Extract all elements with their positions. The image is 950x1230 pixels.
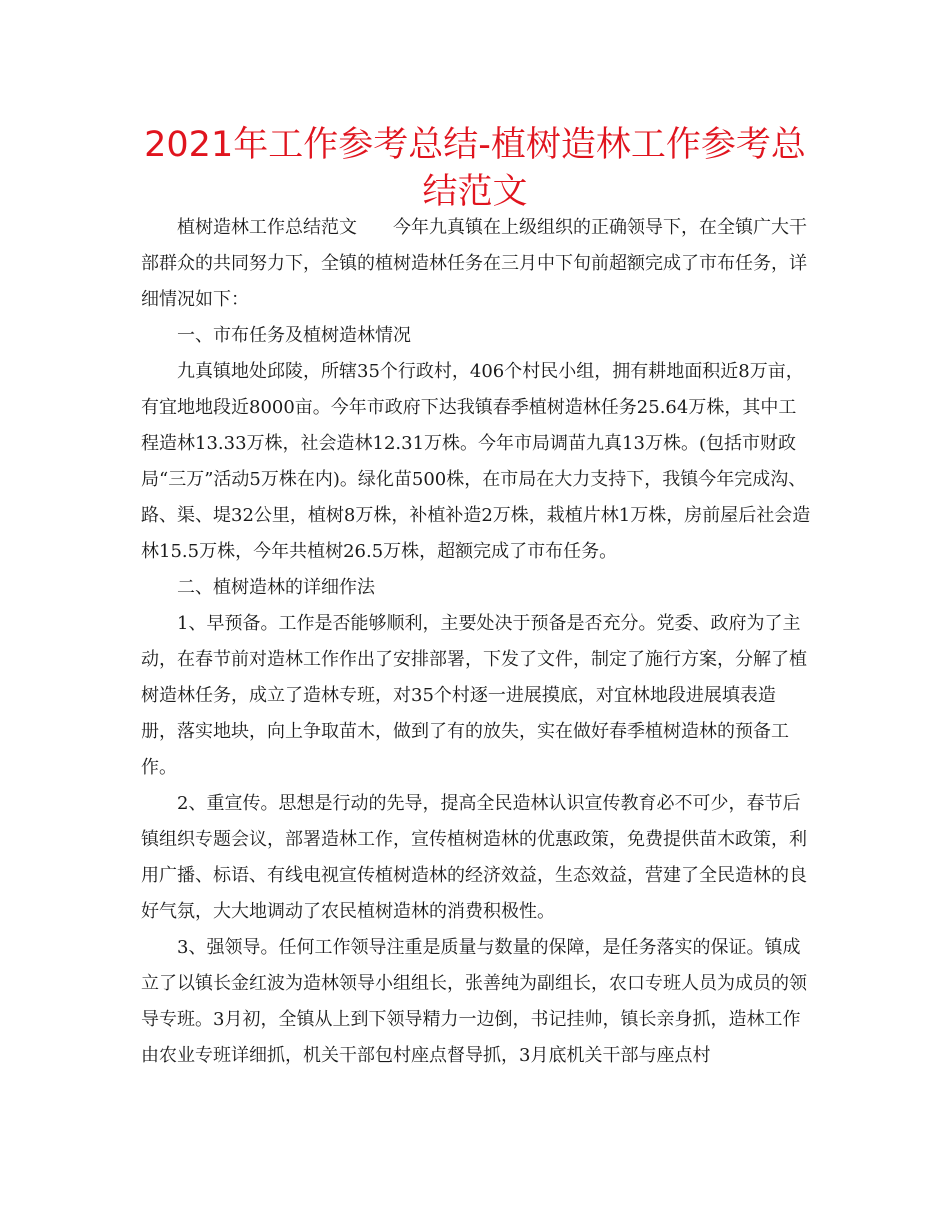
intro-paragraph [141, 210, 811, 318]
intro-heading: 植树造林工作总结范文 [177, 217, 357, 238]
section-heading-2: 二、植树造林的详细作法 [177, 577, 375, 598]
paragraph-early-preparation: 1、早预备。工作是否能够顺利，主要处决于预备是否充分。党委、政府为了主动，在春节前对造林工作作出了安排部署，下发了文件，制定了施行方案，分解了植树造林任务，成立了造林专班，对35个村逐一进展摸底，对宜林地段进展填表造册，落实地块，向上争取苗木，做到了有的放失，实在做好春季植树造林的预备工作。 [141, 613, 807, 778]
document-body [141, 210, 811, 1074]
section-heading-1: 一、市布任务及植树造林情况 [177, 325, 411, 346]
document-title: 2021年工作参考总结-植树造林工作参考总结范文 [144, 125, 806, 212]
intro-text: 今年九真镇在上级组织的正确领导下，在全镇广大干部群众的共同努力下，全镇的植树造林任务在三月中下旬前超额完成了市布任务，详细情况如下： [141, 217, 807, 310]
paragraph-publicity: 2、重宣传。思想是行动的先导，提高全民造林认识宣传教育必不可少，春节后镇组织专题会议，部署造林工作，宣传植树造林的优惠政策，免费提供苗木政策，利用广播、标语、有线电视宣传植树造林的经济效益，生态效益，营建了全民造林的良好气氛，大大地调动了农民植树造林的消费积极性。 [141, 793, 807, 922]
paragraph-leadership: 3、强领导。任何工作领导注重是质量与数量的保障，是任务落实的保证。镇成立了以镇长金红波为造林领导小组组长，张善纯为副组长，农口专班人员为成员的领导专班。3月初，全镇从上到下领导精力一边倒，书记挂帅，镇长亲身抓，造林工作由农业专班详细抓，机关干部包村座点督导抓，3月底机关干部与座点村 [141, 937, 807, 1066]
paragraph-task-status: 九真镇地处邱陵，所辖35个行政村，406个村民小组，拥有耕地面积近8万亩，有宜地地段近8000亩。今年市政府下达我镇春季植树造林任务25.64万株，其中工程造林13.33万株，社会造林12.31万株。今年市局调苗九真13万株。(包括市财政局“三万”活动5万株在内)。绿化苗500株，在市局在大力支持下，我镇今年完成沟、路、渠、堤32公里，植树8万株，补植补造2万株，栽植片林1万株，房前屋后社会造林15.5万株，今年共植树26.5万株，超额完成了市布任务。 [141, 361, 811, 562]
